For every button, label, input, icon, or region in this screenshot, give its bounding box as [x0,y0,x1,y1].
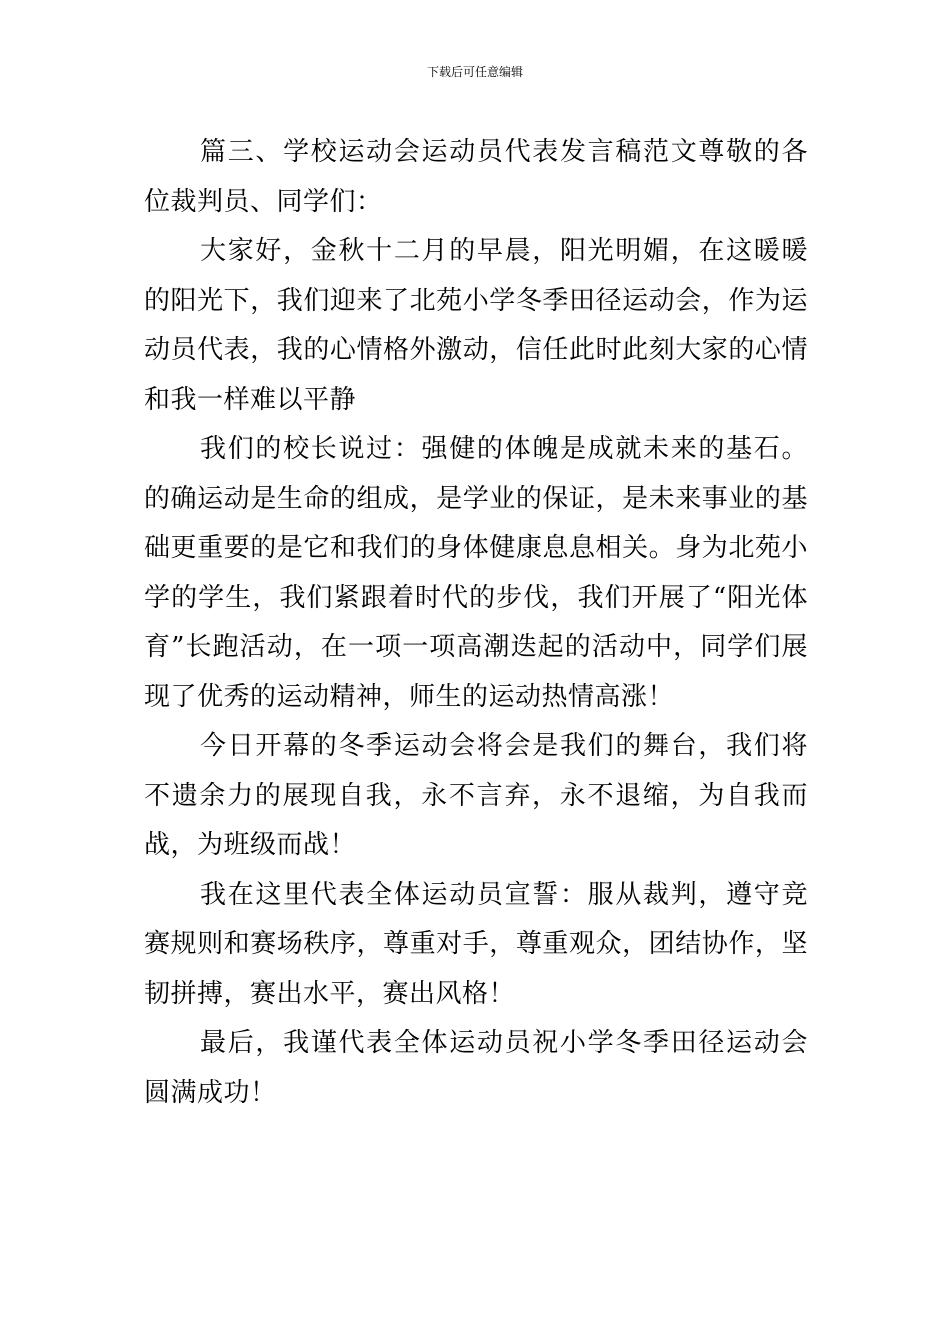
paragraph-principal-quote: 我们的校长说过：强健的体魄是成就未来的基石。的确运动是生命的组成，是学业的保证，是未来事业的基础更重要的是它和我们的身体健康息息相关。身为北苑小学的学生，我们紧跟着时代的步伐，我们开展了“阳光体育”长跑活动，在一项一项高潮迭起的活动中，同学们展现了优秀的运动精神，师生的运动热情高涨！ [144,434,808,712]
paragraph-greeting: 大家好，金秋十二月的早晨，阳光明媚，在这暖暖的阳光下，我们迎来了北苑小学冬季田径运动会，作为运动员代表，我的心情格外激动，信任此时此刻大家的心情和我一样难以平静 [144,236,808,415]
paragraph-title: 篇三、学校运动会运动员代表发言稿范文尊敬的各位裁判员、同学们： [144,137,808,217]
document-body [144,128,808,1118]
paragraph-stage: 今日开幕的冬季运动会将会是我们的舞台，我们将不遗余力的展现自我，永不言弃，永不退缩，为自我而战，为班级而战！ [144,731,808,860]
paragraph-oath: 我在这里代表全体运动员宣誓：服从裁判，遵守竞赛规则和赛场秩序，尊重对手，尊重观众，团结协作，坚韧拼搏，赛出水平，赛出风格！ [144,879,808,1009]
paragraph-closing: 最后，我谨代表全体运动员祝小学冬季田径运动会圆满成功！ [144,1028,808,1108]
page-header: 下载后可任意编辑 [426,65,523,79]
